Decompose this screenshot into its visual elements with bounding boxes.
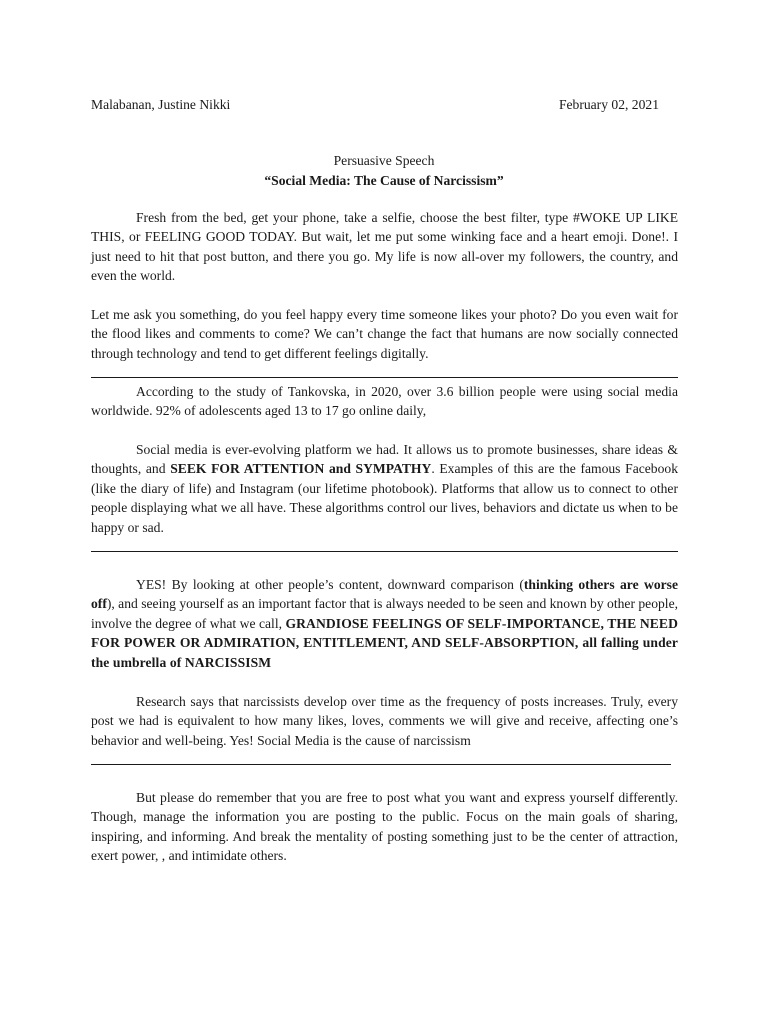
paragraph-social-media-text-2: . Examples of this are the famous Facebook (like the diary of life) and Instagram (our lifetime photobook). Platforms that allow us to connect to other people displaying what we all have. These algorithms control our lives, behaviors and dictate us when to be happy or sad. — [91, 461, 678, 535]
paragraph-question: Let me ask you something, do you feel happy every time someone likes your photo? Do you even wait for the flood likes and comments to come? We can’t change the fact that humans are now socially connected through technology and tend to get different feelings digitally. — [91, 307, 678, 361]
paragraph-conclusion: But please do remember that you are free to post what you want and express yourself differently. Though, manage the information you are posting to the public. Focus on the main goals of sharing, inspiring, and informing. And break the mentality of posting something just to be the center of attraction, exert power, , and intimidate others. — [91, 790, 678, 864]
divider-line-2 — [91, 551, 678, 552]
paragraph-narcissism-text-1: YES! By looking at other people’s content, downward comparison ( — [136, 577, 524, 592]
speech-title: “Social Media: The Cause of Narcissism” — [264, 173, 504, 188]
paragraph-social-media-emphasis: SEEK FOR ATTENTION and SYMPATHY — [170, 461, 432, 477]
paragraph-narcissism-text-2: ), and seeing yourself as an important factor that is always needed to be seen and known by other people, involve the degree of what we call, — [91, 596, 678, 631]
paragraph-statistics: According to the study of Tankovska, in 2020, over 3.6 billion people were using social media worldwide. 92% of adolescents aged 13 to 17 go online daily, — [91, 384, 678, 419]
divider-line-3 — [91, 764, 671, 765]
document-date: February 02, 2021 — [558, 97, 659, 112]
document-type: Persuasive Speech — [333, 153, 435, 168]
paragraph-social-media — [91, 440, 678, 537]
paragraph-narcissism — [91, 575, 678, 672]
paragraph-narcissism-emphasis-1: thinking others are worse off — [91, 577, 678, 612]
paragraph-social-media-text-1: Social media is ever-evolving platform we had. It allows us to promote businesses, share ideas & thoughts, and — [91, 442, 678, 477]
paragraph-intro: Fresh from the bed, get your phone, take a selfie, choose the best filter, type #WOKE UP LIKE THIS, or FEELING GOOD TODAY. But wait, let me put some winking face and a heart emoji. Done!. I just need to hit that post button, and there you go. My life is now all-over my followers, the country, and even the world. — [91, 210, 678, 284]
paragraph-narcissism-emphasis-2: GRANDIOSE FEELINGS OF SELF-IMPORTANCE, THE NEED FOR POWER OR ADMIRATION, ENTITLEMENT, AND SELF-ABSORPTION, all falling under the umbrella of NARCISSISM — [91, 615, 678, 670]
paragraph-research: Research says that narcissists develop over time as the frequency of posts increases. Truly, every post we had is equivalent to how many likes, loves, comments we will give and receive, affecting one’s behavior and well-being. Yes! Social Media is the cause of narcissism — [91, 694, 678, 748]
author-name: Malabanan, Justine Nikki — [91, 97, 231, 112]
divider-line-1 — [91, 377, 678, 378]
